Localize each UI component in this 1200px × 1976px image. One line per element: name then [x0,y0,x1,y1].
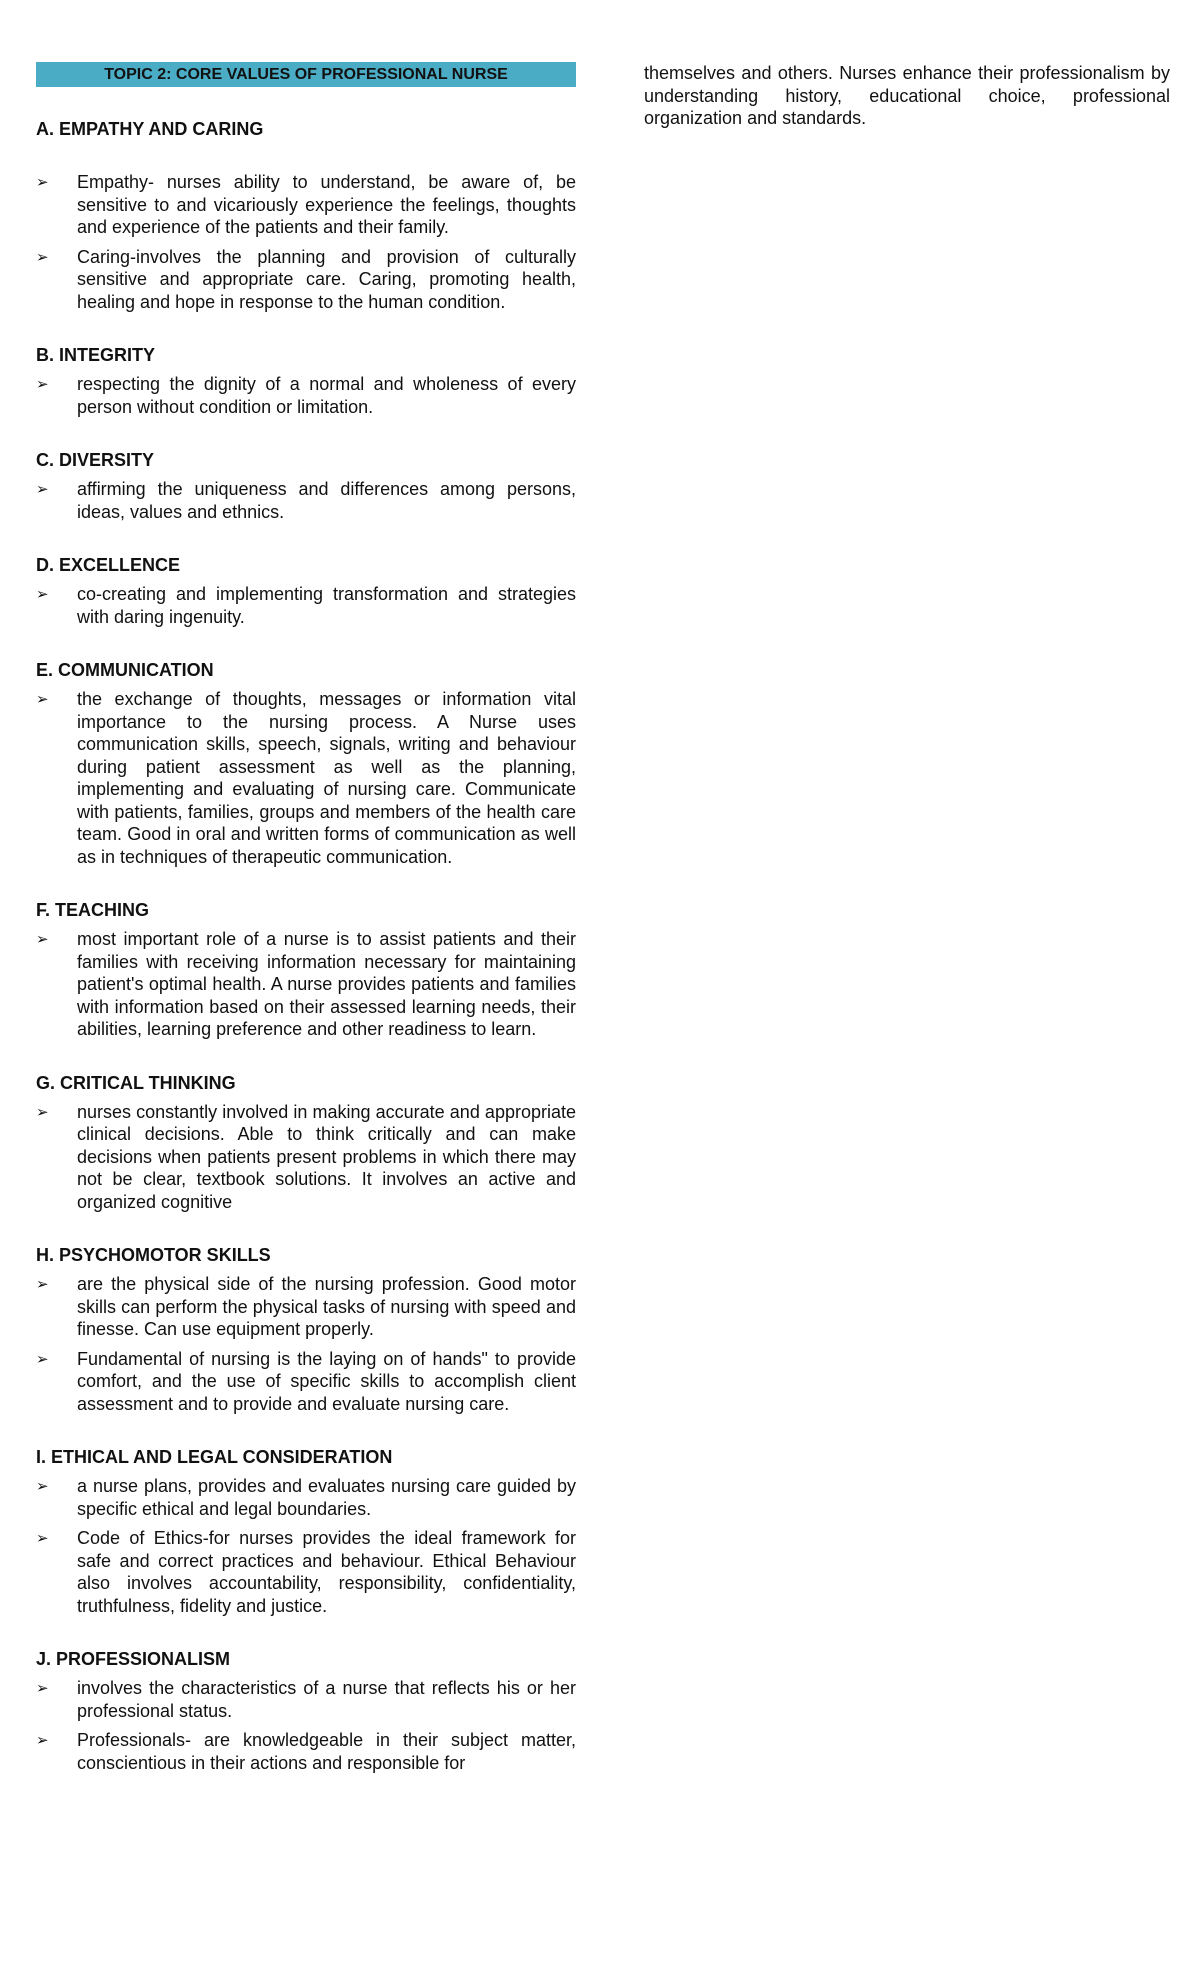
list-item [36,1527,576,1617]
bullet-list [36,1273,576,1415]
section [36,553,576,628]
list-item [36,171,576,239]
arrow-bullet-icon: ➢ [36,1349,49,1368]
section-heading: C. DIVERSITY [36,450,155,470]
section-heading: H. PSYCHOMOTOR SKILLS [36,1245,271,1265]
list-item [36,1677,576,1722]
topic-title: TOPIC 2: CORE VALUES OF PROFESSIONAL NURSE [36,62,576,87]
list-item-text: Caring-involves the planning and provision of culturally sensitive and appropriate care. Caring, promoting health, healing and hope in response to the human condition. [77,246,576,312]
bullet-list [36,478,576,523]
list-item-text: Professionals- are knowledgeable in their subject matter, conscientious in their actions and responsible for [77,1730,576,1773]
arrow-bullet-icon: ➢ [36,247,49,266]
bullet-list [36,373,576,418]
arrow-bullet-icon: ➢ [36,690,49,708]
bullet-list [36,1475,576,1617]
section [36,343,576,418]
list-item-text: nurses constantly involved in making accurate and appropriate clinical decisions. Able to think critically and can make decisions when patients present problems in which there may not be clear, textbook solutions. It involves an active and organized cognitive [77,1101,576,1212]
section-heading: A. EMPATHY AND CARING [36,119,264,139]
section [36,1445,576,1617]
list-item [36,1475,576,1520]
bullet-list [36,583,576,628]
sections-container [36,117,576,1774]
list-item [36,373,576,418]
list-item-text: the exchange of thoughts, messages or information vital importance to the nursing process. A Nurse uses communication skills, speech, signals, writing and behaviour during patient assessment as well as the planning, implementing and evaluating of nursing care. Communicate with patients, families, groups and members of the health care team. Good in oral and written forms of communication as well as in techniques of therapeutic communication. [77,689,576,867]
list-item [36,246,576,314]
bullet-list [36,688,576,868]
bullet-list [36,928,576,1041]
right-column [644,62,1170,130]
section [36,1071,576,1214]
section-heading: E. COMMUNICATION [36,660,214,680]
list-item-text: a nurse plans, provides and evaluates nursing care guided by specific ethical and legal boundaries. [77,1476,576,1519]
section-heading: B. INTEGRITY [36,345,156,365]
list-item [36,1348,576,1416]
arrow-bullet-icon: ➢ [36,1731,49,1749]
arrow-bullet-icon: ➢ [36,1102,49,1121]
section [36,1243,576,1415]
section [36,658,576,868]
arrow-bullet-icon: ➢ [36,173,49,191]
list-item-text: respecting the dignity of a normal and wholeness of every person without condition or limitation. [77,374,576,417]
list-item [36,1101,576,1214]
arrow-bullet-icon: ➢ [36,930,49,948]
arrow-bullet-icon: ➢ [36,1275,49,1293]
section-heading: I. ETHICAL AND LEGAL CONSIDERATION [36,1447,393,1467]
list-item-text: involves the characteristics of a nurse that reflects his or her professional status. [77,1678,576,1721]
section-heading: D. EXCELLENCE [36,555,181,575]
arrow-bullet-icon: ➢ [36,1477,49,1495]
bullet-list [36,1677,576,1774]
left-column [36,62,576,1804]
section-heading: F. TEACHING [36,900,150,920]
section-heading: J. PROFESSIONALISM [36,1649,231,1669]
arrow-bullet-icon: ➢ [36,1679,49,1697]
section [36,448,576,523]
section-heading: G. CRITICAL THINKING [36,1072,236,1093]
list-item [36,928,576,1041]
bullet-list [36,1101,576,1214]
list-item-text: Code of Ethics-for nurses provides the ideal framework for safe and correct practices and behaviour. Ethical Behaviour also involves accountability, responsibility, confidentiality, truthfulness, fidelity and justice. [77,1528,576,1616]
list-item-text: most important role of a nurse is to assist patients and their families with receiving information necessary for maintaining patient's optimal health. A nurse provides patients and families with information based on their assessed learning needs, their abilities, learning preference and other readiness to learn. [77,929,576,1039]
list-item [36,1729,576,1774]
list-item [36,583,576,628]
list-item [36,1273,576,1341]
list-item-text: Empathy- nurses ability to understand, be aware of, be sensitive to and vicariously experience the feelings, thoughts and experience of the patients and their family. [77,172,576,237]
list-item [36,478,576,523]
arrow-bullet-icon: ➢ [36,585,49,603]
list-item-text: co-creating and implementing transformation and strategies with daring ingenuity. [77,584,576,627]
section [36,898,576,1041]
continued-paragraph: themselves and others. Nurses enhance their professionalism by understanding history, educational choice, professional organization and standards. [644,63,1170,128]
section [36,117,576,313]
list-item-text: affirming the uniqueness and differences among persons, ideas, values and ethnics. [77,479,576,522]
list-item-text: Fundamental of nursing is the laying on of hands" to provide comfort, and the use of specific skills to accomplish client assessment and to provide and evaluate nursing care. [77,1348,576,1414]
arrow-bullet-icon: ➢ [36,375,49,393]
bullet-list [36,171,576,313]
arrow-bullet-icon: ➢ [36,1529,49,1547]
arrow-bullet-icon: ➢ [36,480,49,498]
section [36,1647,576,1774]
list-item [36,688,576,868]
list-item-text: are the physical side of the nursing profession. Good motor skills can perform the physical tasks of nursing with speed and finesse. Can use equipment properly. [77,1274,576,1339]
